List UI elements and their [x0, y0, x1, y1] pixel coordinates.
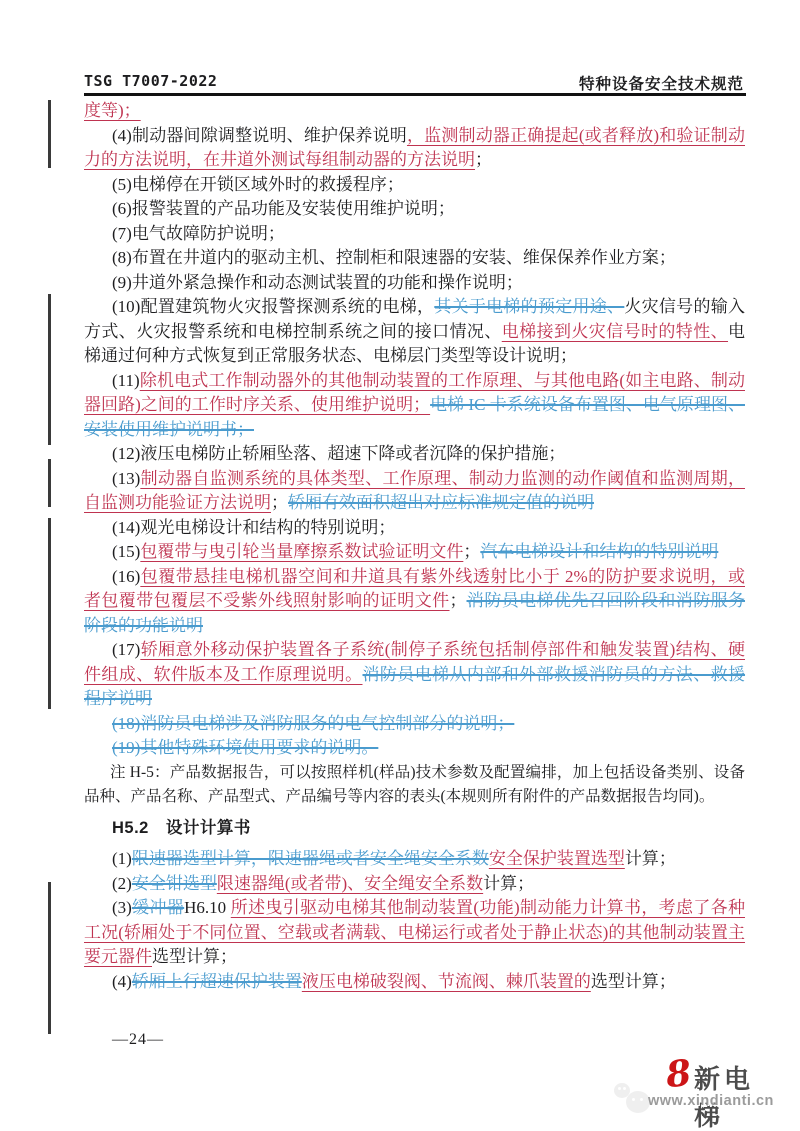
deleted-text: 限速器选型计算，限速器绳或者安全绳安全系数 [131, 849, 489, 868]
text-run: 火灾信号的输入方式、火灾报警系统和电梯控制系统之间的接口情况、 [84, 297, 746, 341]
section-heading [84, 816, 745, 841]
paragraph [84, 124, 745, 173]
text-run: (9)井道外紧急操作和动态测试装置的功能和操作说明； [112, 272, 523, 292]
text-run: (17) [112, 640, 141, 659]
paragraph [84, 246, 745, 271]
text-run: H6.10 [184, 898, 231, 917]
text-run: (6)报警装置的产品功能及安装使用维护说明； [112, 199, 455, 218]
text-run: 电梯通过何种方式恢复到正常服务状态、电梯层门类型等设计说明； [84, 321, 746, 365]
text-run: ； [449, 591, 467, 610]
inserted-text: 制动器自监测系统的具体类型、工作原理、制动力监测的动作阈值和监测周期，自监测功能验证方法说明 [84, 468, 745, 512]
text-run: (7)电气故障防护说明； [112, 223, 285, 243]
text-run: (13) [112, 468, 141, 488]
paragraph [84, 847, 745, 872]
paragraph [84, 540, 745, 565]
brand-name: 新电梯 [694, 1064, 755, 1131]
deleted-text: (18)消防员电梯涉及消防服务的电气控制部分的说明； [112, 713, 515, 733]
text-run: (3) [112, 898, 132, 917]
text-run: (8)布置在井道内的驱动主机、控制柜和限速器的安装、维保保养作业方案； [112, 248, 676, 267]
header-document-code: TSG T7007-2022 [84, 72, 218, 90]
deleted-text: 其关于电梯的预定用途、 [434, 297, 625, 316]
inserted-text: 液压电梯破裂阀、节流阀、棘爪装置的 [301, 971, 591, 991]
text-run: (11) [112, 370, 140, 390]
change-bar [48, 294, 51, 445]
paragraph [84, 295, 745, 369]
paragraph [84, 271, 745, 296]
paragraph [84, 970, 745, 995]
inserted-text: 限速器绳(或者带)、安全绳安全系数 [216, 873, 484, 893]
text-run: 选型计算； [590, 971, 676, 991]
change-bar [48, 100, 51, 168]
change-bar [48, 459, 51, 507]
brand-8-icon: 8 [663, 1051, 694, 1097]
text-run: 计算； [624, 849, 676, 868]
paragraph [84, 197, 745, 222]
text-run: (14)观光电梯设计和结构的特别说明； [112, 517, 396, 537]
paragraph [84, 712, 745, 737]
paragraph [84, 467, 745, 516]
paragraph [84, 638, 745, 712]
page-number: —24— [112, 1031, 164, 1048]
inserted-text: ，监测制动器正确提起(或者释放)和验证制动力的方法说明，在井道外测试每组制动器的方法说明 [84, 125, 745, 169]
brand-url: www.xindianti.cn [648, 1093, 774, 1109]
paragraph [84, 442, 745, 467]
text-run: 计算； [483, 873, 535, 893]
text-run: 选型计算； [152, 947, 237, 966]
deleted-text: 安全钳选型 [131, 873, 217, 893]
text-run: (5)电梯停在开锁区域外时的救援程序； [112, 174, 404, 194]
change-bar [48, 882, 51, 1034]
document-body [84, 99, 745, 994]
deleted-text: 消防员电梯优先召回阶段和消防服务阶段的功能说明 [84, 591, 746, 635]
inserted-text: 电梯接到火灾信号时的特性、 [501, 321, 729, 341]
paragraph [84, 872, 745, 897]
header-document-title: 特种设备安全技术规范 [578, 76, 744, 93]
inserted-text: 度等)； [84, 101, 141, 120]
text-run: ； [271, 493, 288, 512]
inserted-text: 所述曳引驱动电梯其他制动装置(功能)制动能力计算书，考虑了各种工况(轿厢处于不同位置、空载或者满载、电梯运行或者处于静止状态)的其他制动装置主要元器件 [84, 898, 745, 966]
note-paragraph [84, 761, 745, 810]
paragraph [84, 173, 745, 198]
deleted-text: 消防员电梯从内部和外部救援消防员的方法、救援程序说明 [84, 664, 746, 708]
text-run: (10)配置建筑物火灾报警探测系统的电梯， [112, 297, 435, 316]
paragraph [84, 736, 745, 761]
text-run: (4) [112, 971, 132, 991]
header-rule [84, 93, 746, 96]
paragraph [84, 369, 745, 443]
inserted-text: 轿厢意外移动保护装置各子系统(制停子系统包括制停部件和触发装置)结构、硬件组成、软件版本及工作原理说明。 [84, 640, 745, 684]
paragraph [84, 896, 745, 970]
deleted-text: 电梯 IC 卡系统设备布置图、电气原理图、安装使用维护说明书； [84, 395, 745, 439]
deleted-text: 轿厢有效面积超出对应标准规定值的说明 [288, 493, 594, 512]
inserted-text: 安全保护装置选型 [488, 849, 625, 868]
text-run: (4)制动器间隙调整说明、维护保养说明 [112, 125, 407, 145]
paragraph [84, 99, 745, 124]
deleted-text: (19)其他特殊环境使用要求的说明。 [112, 738, 379, 757]
text-run: ； [463, 542, 481, 561]
text-run: (1) [112, 849, 132, 868]
paragraph [84, 565, 745, 639]
inserted-text: 包覆带悬挂电梯机器空间和井道具有紫外线透射比小于 2%的防护要求说明，或者包覆带包覆层不受紫外线照射影响的证明文件 [84, 566, 745, 610]
inserted-text: 除机电式工作制动器外的其他制动装置的工作原理、与其他电路(如主电路、制动器回路)之间的工作时序关系、使用维护说明； [84, 370, 745, 414]
text-run: ； [475, 150, 492, 169]
text-run: 注 H-5：产品数据报告，可以按照样机(样品)技术参数及配置编排，加上包括设备类别、设备品种、产品名称、产品型式、产品编号等内容的表头(本规则所有附件的产品数据报告均同)。 [84, 763, 745, 805]
paragraph [84, 516, 745, 541]
deleted-text: 缓冲器 [131, 898, 185, 917]
text-run: (12)液压电梯防止轿厢坠落、超速下降或者沉降的保护措施； [112, 444, 566, 463]
inserted-text: 包覆带与曳引轮当量摩擦系数试验证明文件 [140, 542, 464, 561]
text-run: H5.2 设计计算书 [112, 818, 251, 837]
text-run: (2) [112, 873, 132, 893]
deleted-text: 轿厢上行超速保护装置 [131, 971, 302, 991]
text-run: (15) [112, 542, 141, 561]
change-bar [48, 518, 51, 709]
site-watermark [582, 1051, 782, 1131]
deleted-text: 汽车电梯设计和结构的特别说明 [480, 542, 719, 561]
text-run: (16) [112, 566, 141, 586]
paragraph [84, 222, 745, 247]
